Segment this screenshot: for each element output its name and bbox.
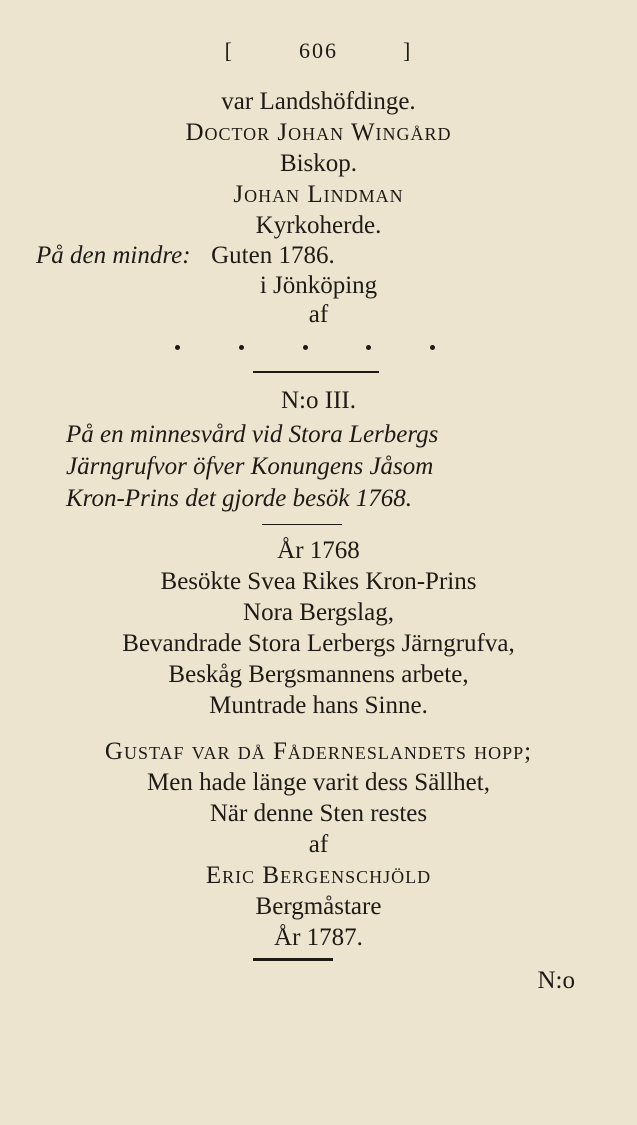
text-line: Doctor Johan Wingård <box>185 119 452 146</box>
inscription-line: Nora Bergslag, <box>243 599 394 626</box>
inscription-line: Muntrade hans Sinne. <box>209 692 428 719</box>
subtitle-line: Järngrufvor öfver Konungens Jåsom <box>66 453 434 480</box>
text-line: i Jönköping <box>259 272 378 299</box>
text-fragment: Gustaf var då Fåderneslandets hopp; <box>104 738 533 765</box>
catchword: N:o <box>537 967 575 994</box>
inscription-line <box>0 737 637 767</box>
inscription-line: År 1768 <box>277 537 360 564</box>
section-title: N:o III. <box>281 387 356 414</box>
text-line: Kyrkoherde. <box>255 212 382 239</box>
dot <box>175 345 180 350</box>
header-close-bracket: ] <box>403 38 413 63</box>
dot <box>239 345 244 350</box>
inscription-line: År 1787. <box>274 924 363 951</box>
text-line <box>36 241 596 271</box>
subtitle-line: Kron-Prins det gjorde besök 1768. <box>66 485 413 512</box>
inscription-line: Bergmåstare <box>255 893 382 920</box>
subtitle-line: På en minnesvård vid Stora Lerbergs <box>66 421 439 448</box>
text-line: Biskop. <box>279 150 358 177</box>
text-fragment: Guten 1786. <box>211 242 335 269</box>
text-line: var Landshöfdinge. <box>221 88 416 115</box>
page-number: 606 <box>299 38 338 63</box>
short-rule <box>262 524 342 525</box>
page-header <box>0 36 637 66</box>
inscription-line: Men hade länge varit dess Sällhet, <box>147 769 490 796</box>
closing-rule <box>253 958 333 961</box>
text-line: af <box>308 301 329 328</box>
dot <box>430 345 435 350</box>
ellipsis-dots <box>175 345 435 350</box>
header-open-bracket: [ <box>224 38 234 63</box>
inscription-line: Besökte Svea Rikes Kron-Prins <box>160 568 477 595</box>
inscription-line: När denne Sten restes <box>209 800 428 827</box>
section-rule <box>253 371 379 373</box>
inscription-line: Beskåg Bergsmannens arbete, <box>168 661 469 688</box>
text-line: Johan Lindman <box>233 181 404 208</box>
inscription-line: af <box>308 831 329 858</box>
inscription-line: Eric Bergenschjöld <box>205 862 432 889</box>
inscription-line: Bevandrade Stora Lerbergs Järngrufva, <box>122 630 515 657</box>
dot <box>303 345 308 350</box>
italic-prefix: På den mindre: <box>36 242 191 269</box>
dot <box>366 345 371 350</box>
